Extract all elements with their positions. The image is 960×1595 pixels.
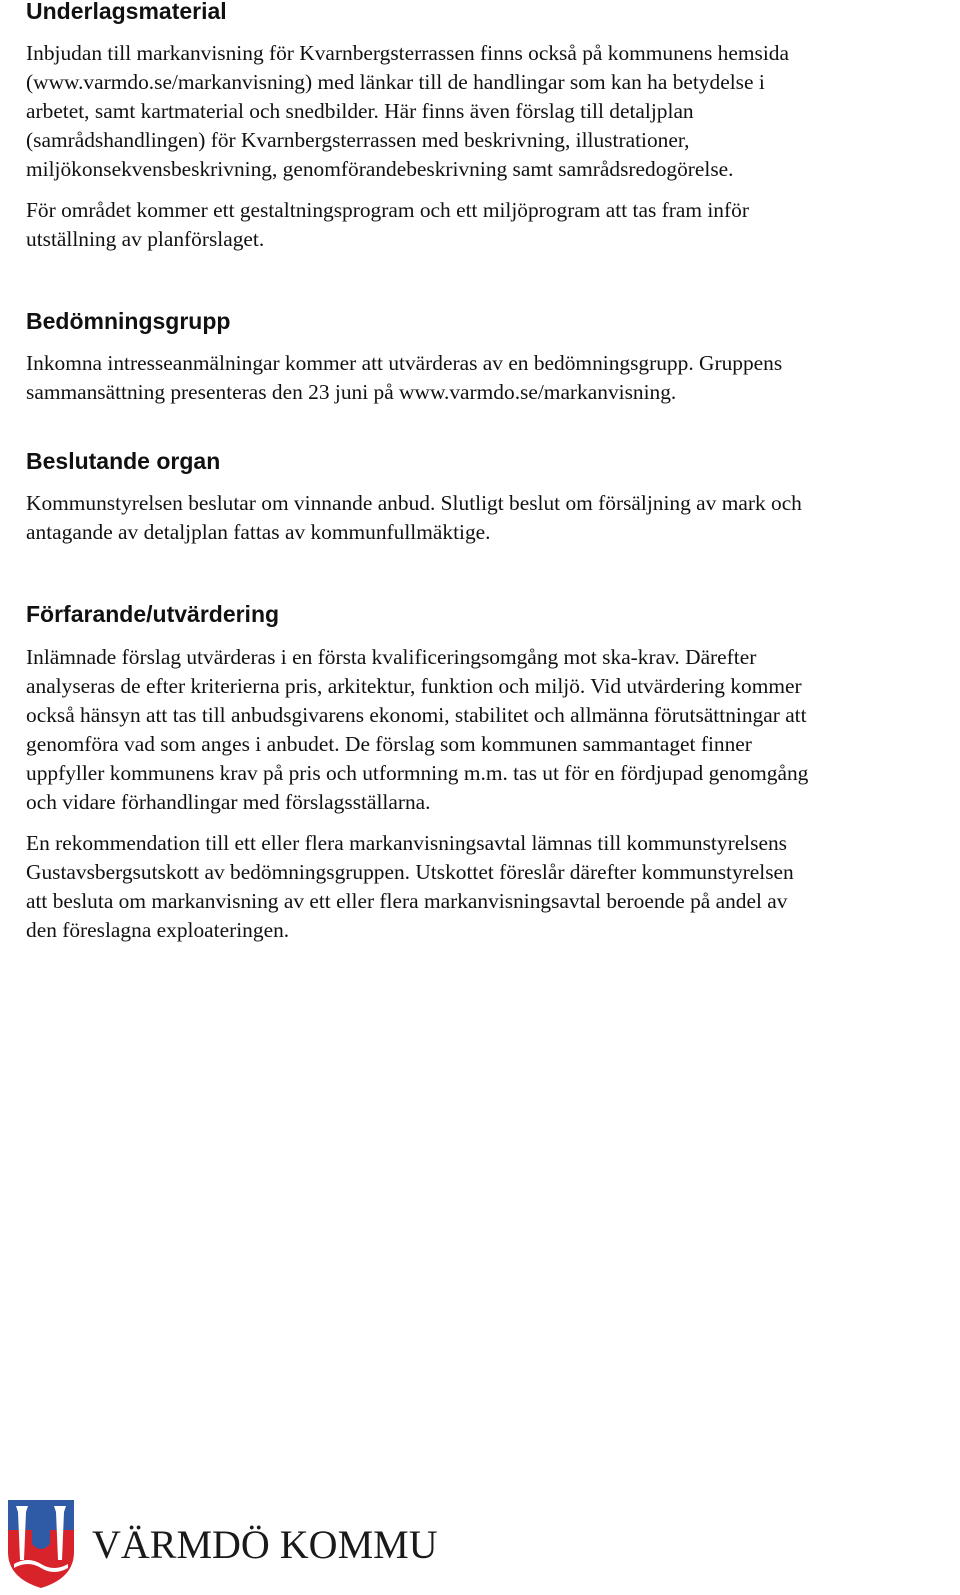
varmdo-coat-of-arms-icon <box>8 1500 74 1588</box>
paragraph-forfarande-utvardering-1: Inlämnade förslag utvärderas i en första kvalificeringsomgång mot ska-krav. Därefter analyseras de efter kriterierna pris, arkitektur, funktion och miljö. Vid utvärdering kommer också hänsyn att tas till anbudsgivarens ekonomi, stabilitet och allmänna förutsättningar att genomföra vad som anges i anbudet. De förslag som kommunen sammantaget finner uppfyller kommunens krav på pris och utformning m.m. tas ut för en fördjupad genomgång och vidare förhandlingar med förslagsställarna. <box>26 645 809 814</box>
paragraph-underlagsmaterial-1: Inbjudan till markanvisning för Kvarnbergsterrassen finns också på kommunens hemsida (www.varmdo.se/markanvisning) med länkar till de handlingar som kan ha betydelse i arbetet, samt kartmaterial och snedbilder. Här finns även förslag till detaljplan (samrådshandlingen) för Kvarnbergsterrassen med beskrivning, illustrationer, miljökonsekvensbeskrivning, genomförandebeskrivning samt samrådsredogörelse. <box>26 41 789 181</box>
paragraph-forfarande-utvardering-2: En rekommendation till ett eller flera markanvisningsavtal lämnas till kommunstyrelsens Gustavsbergsutskott av bedömningsgruppen. Utskottet föreslår därefter kommunstyrelsen att besluta om markanvisning av ett eller flera markanvisningsavtal beroende på andel av den föreslagna exploateringen. <box>26 831 794 942</box>
heading-bedomningsgrupp: Bedömningsgrupp <box>26 308 231 334</box>
heading-beslutande-organ: Beslutande organ <box>26 448 221 474</box>
paragraph-beslutande-organ: Kommunstyrelsen beslutar om vinnande anbud. Slutligt beslut om försäljning av mark och antagande av detaljplan fattas av kommunfullmäktige. <box>26 491 802 544</box>
heading-underlagsmaterial: Underlagsmaterial <box>26 0 227 24</box>
varmdo-kommun-logo <box>8 1500 438 1590</box>
heading-forfarande-utvardering: Förfarande/utvärdering <box>26 601 280 627</box>
logo-text: VÄRMDÖ KOMMUN <box>92 1522 438 1567</box>
logo-svg <box>8 1500 438 1590</box>
paragraph-underlagsmaterial-2: För området kommer ett gestaltningsprogram och ett miljöprogram att tas fram inför utställning av planförslaget. <box>26 198 749 251</box>
paragraph-bedomningsgrupp: Inkomna intresseanmälningar kommer att utvärderas av en bedömningsgrupp. Gruppens sammansättning presenteras den 23 juni på www.varmdo.se/markanvisning. <box>26 351 783 404</box>
